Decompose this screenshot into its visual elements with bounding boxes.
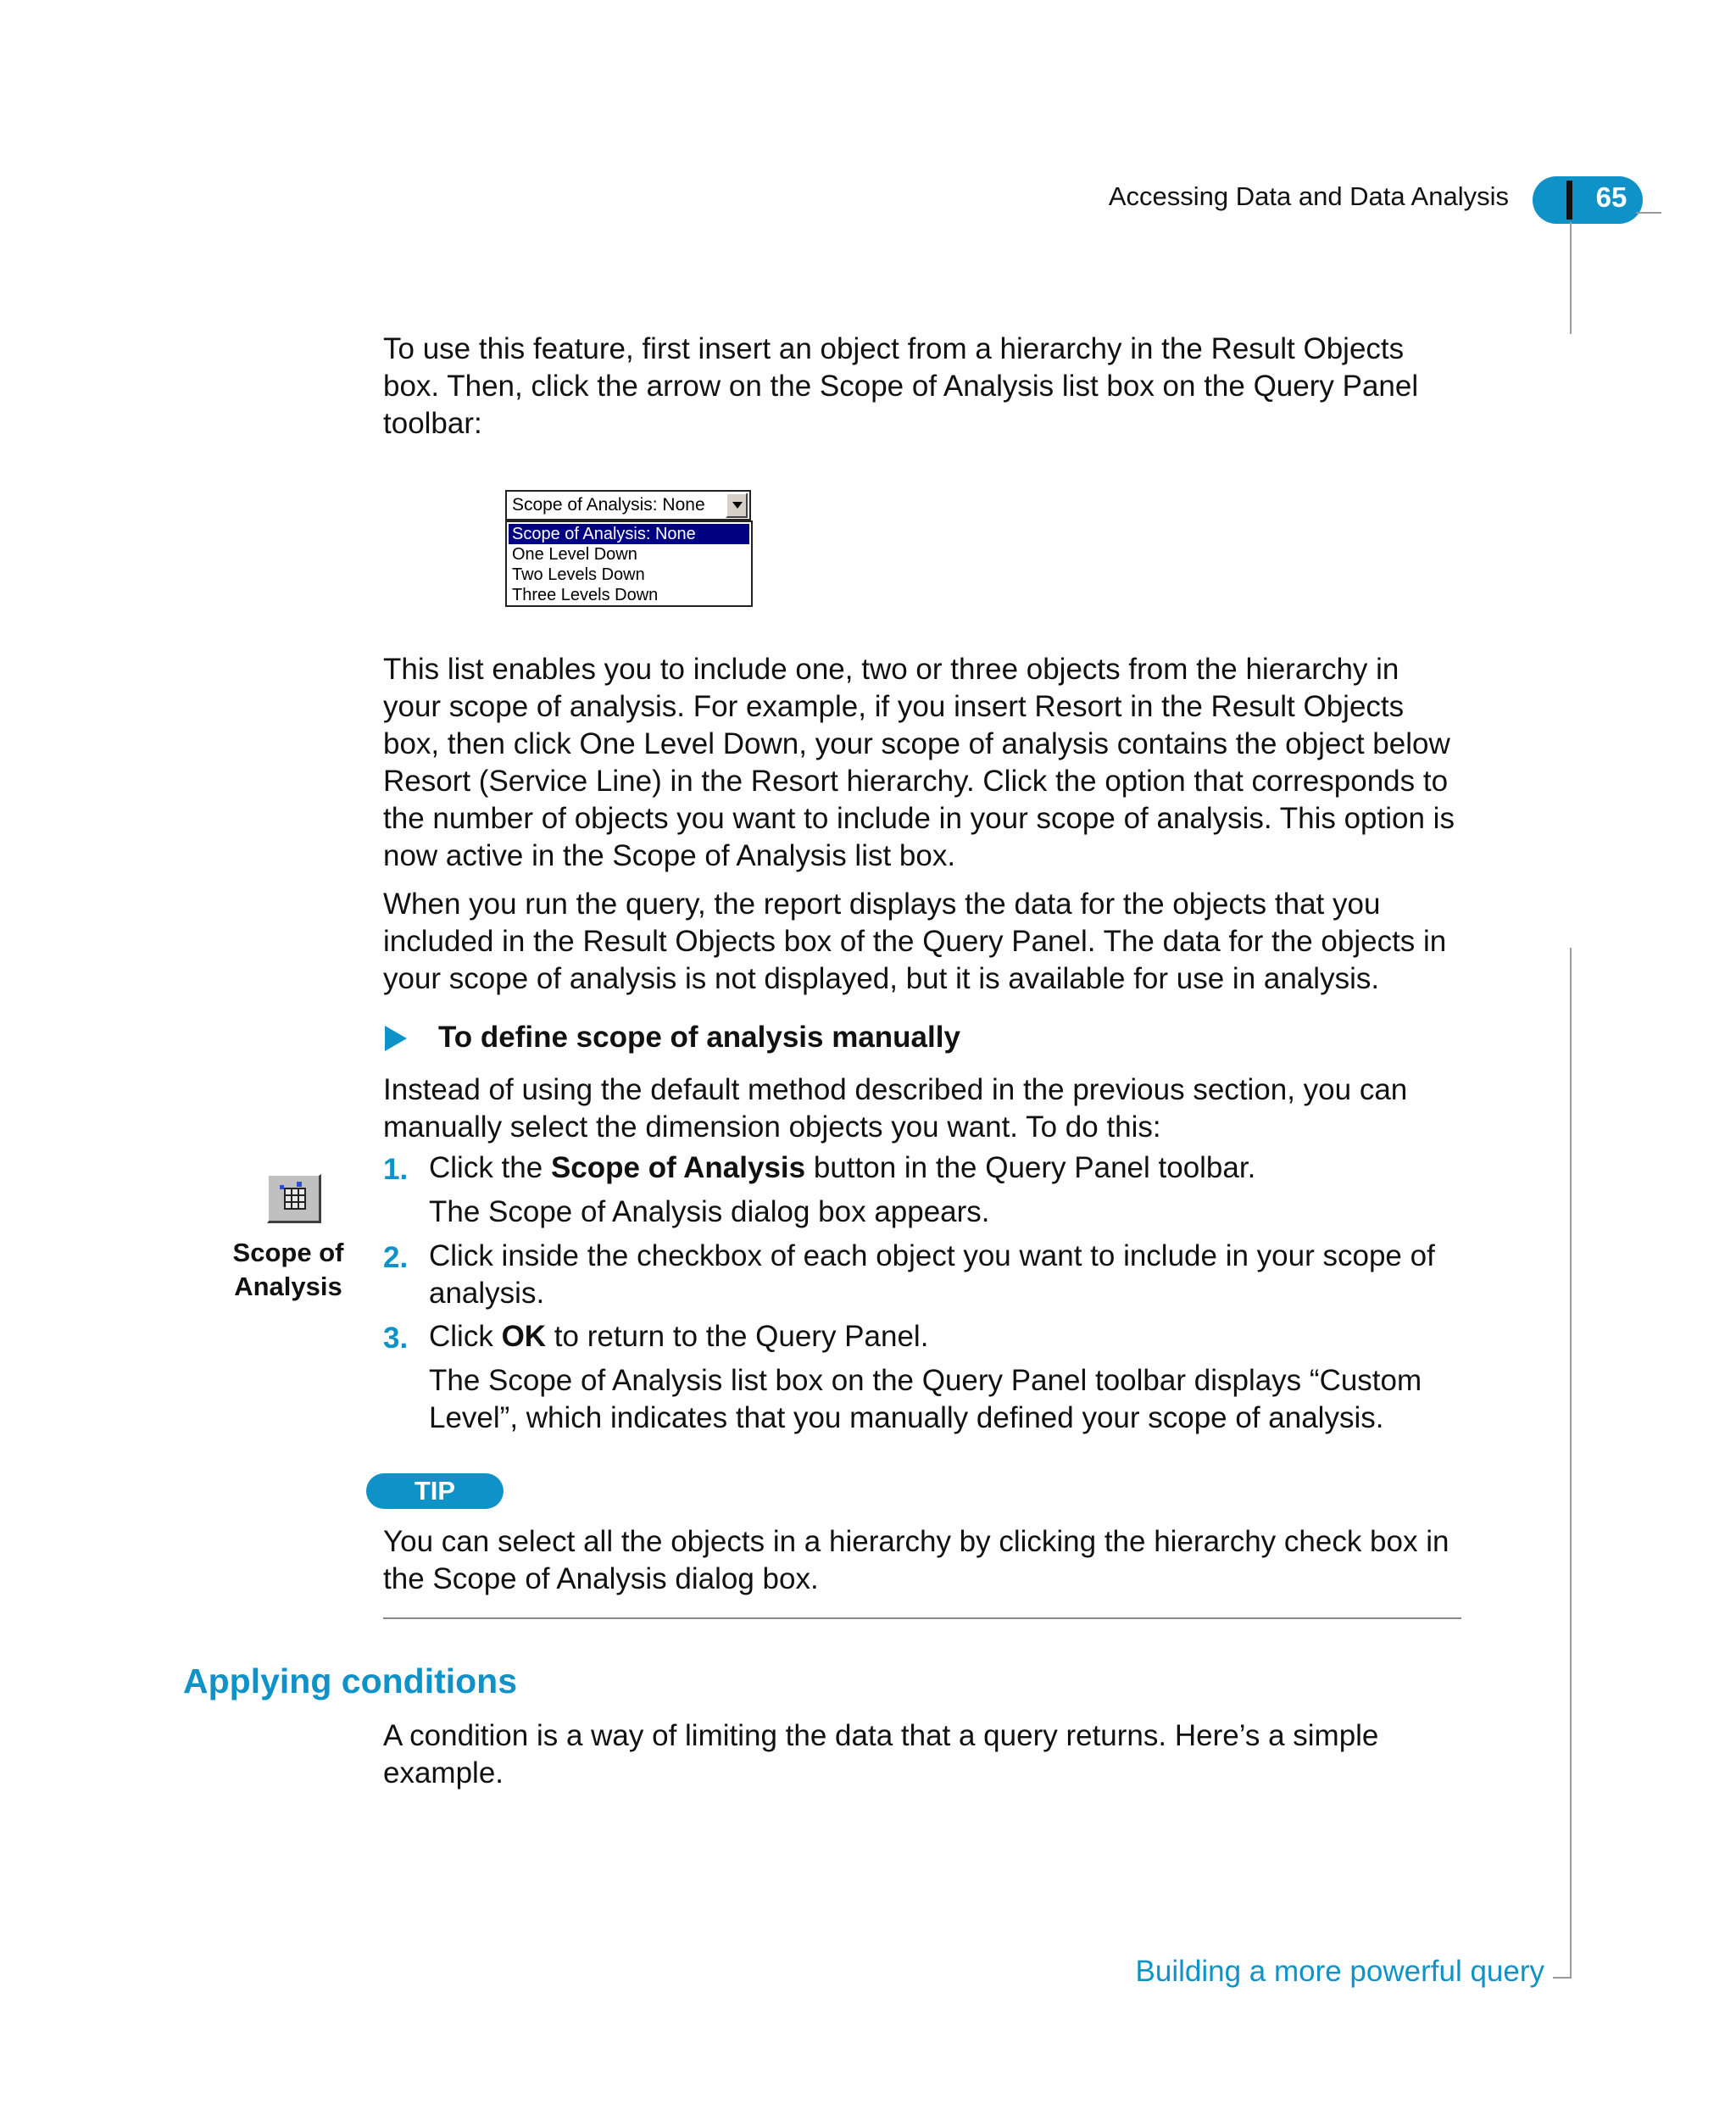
footer-rule-tick xyxy=(1553,1977,1572,1979)
section-heading: Applying conditions xyxy=(183,1661,518,1700)
step-3-bold: OK xyxy=(501,1320,547,1353)
footer-chapter-title: Building a more powerful query xyxy=(1135,1955,1544,1988)
dropdown-option-none[interactable]: Scope of Analysis: None xyxy=(509,524,749,544)
dropdown-option-one-level[interactable]: One Level Down xyxy=(512,545,637,564)
dropdown-option-two-levels[interactable]: Two Levels Down xyxy=(512,565,645,584)
body-paragraph-2: When you run the query, the report displays the data for the objects that you included in the Result Objects box of the Query Panel. The data for the objects in your scope of analysis is not displayed, but it is available for use in analysis. xyxy=(383,888,1447,995)
step-number: 1. xyxy=(383,1153,409,1186)
step-1-after: button in the Query Panel toolbar. xyxy=(805,1151,1256,1184)
page-number: 65 xyxy=(1595,181,1628,213)
dropdown-arrow-button[interactable] xyxy=(726,493,748,518)
tip-label: TIP xyxy=(366,1473,504,1509)
tip-text: You can select all the objects in a hierarchy by clicking the hierarchy check box in the Scope of Analysis dialog box. xyxy=(383,1525,1449,1595)
step-1-result: The Scope of Analysis dialog box appears. xyxy=(429,1195,990,1228)
step-3-text xyxy=(429,1318,1465,1355)
step-1-text xyxy=(429,1149,1465,1187)
body-paragraph-1: This list enables you to include one, two or three objects from the hierarchy in your scope of analysis. For example, if you insert Resort in the Result Objects box, then click One Level Down, your scope of analysis contains the object below Resort (Service Line) in the Resort hierarchy. Click the option that corresponds to the number of objects you want to include in your scope of analysis. This option is now active in the Scope of Analysis list box. xyxy=(383,653,1455,872)
procedure-arrow-icon xyxy=(385,1026,407,1051)
tip-divider xyxy=(383,1617,1461,1619)
step-3-after: to return to the Query Panel. xyxy=(546,1320,929,1353)
header-rule xyxy=(1636,212,1661,214)
running-header-title: Accessing Data and Data Analysis xyxy=(1108,181,1509,211)
dropdown-selected-value: Scope of Analysis: None xyxy=(512,495,705,515)
step-3-result: The Scope of Analysis list box on the Query Panel toolbar displays “Custom Level”, which indicates that you manually defined your scope of analysis. xyxy=(429,1364,1422,1434)
step-2-text: Click inside the checkbox of each object you want to include in your scope of analysis. xyxy=(429,1239,1435,1310)
icon-caption-line-2: Analysis xyxy=(234,1272,342,1301)
section-paragraph: A condition is a way of limiting the data that a query returns. Here’s a simple example. xyxy=(383,1719,1379,1790)
procedure-title: To define scope of analysis manually xyxy=(438,1021,960,1054)
step-number: 2. xyxy=(383,1241,409,1274)
dropdown-options-list xyxy=(505,520,753,607)
margin-rule-top xyxy=(1570,222,1572,334)
step-1-before: Click the xyxy=(429,1151,551,1184)
dropdown-option-three-levels[interactable]: Three Levels Down xyxy=(512,586,659,604)
page-tab-divider xyxy=(1566,181,1572,220)
icon-caption-line-1: Scope of xyxy=(232,1238,344,1267)
margin-rule-main xyxy=(1570,948,1572,1979)
icon-caption xyxy=(212,1236,364,1304)
table-grid-icon xyxy=(269,1176,318,1220)
step-3-before: Click xyxy=(429,1320,502,1353)
intro-paragraph: To use this feature, first insert an object from a hierarchy in the Result Objects box. Then, click the arrow on the Scope of Analysis list box on the Query Panel toolbar: xyxy=(383,332,1419,440)
scope-of-analysis-icon xyxy=(267,1174,321,1223)
step-number: 3. xyxy=(383,1322,409,1355)
procedure-intro: Instead of using the default method described in the previous section, you can manually select the dimension objects you want. To do this: xyxy=(383,1073,1408,1144)
step-1-bold: Scope of Analysis xyxy=(550,1151,806,1184)
